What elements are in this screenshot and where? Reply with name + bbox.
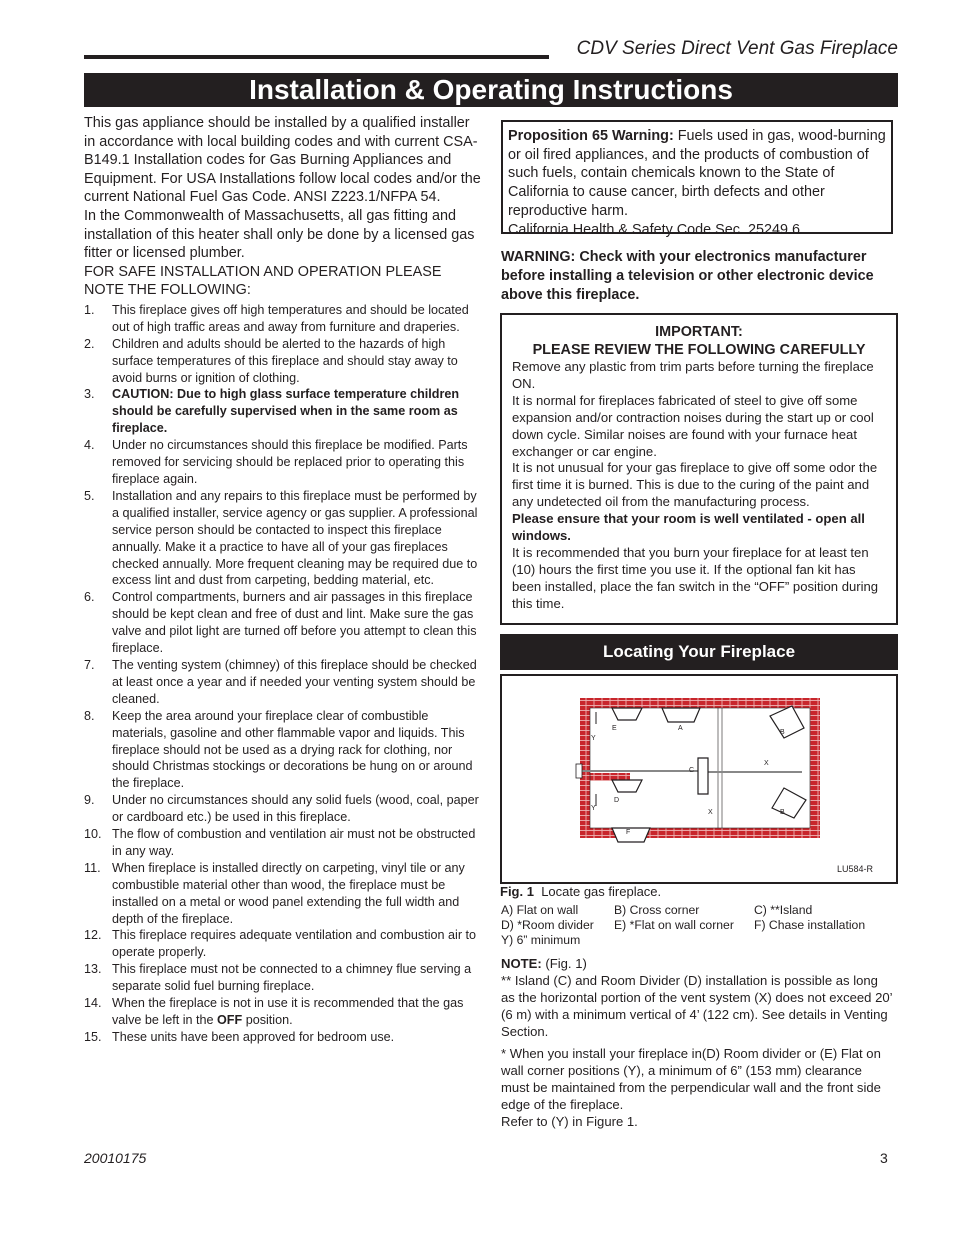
important-paragraph: It is normal for fireplaces fabricated of steel to give off some expansion and/or contraction noises during the start up or cool down cycle. Similar noises are found with your furnace heat exchanger or car engine. [512, 392, 874, 459]
list-item: 1. This fireplace gives off high temperatures and should be located out of high traffic areas and away from furniture and draperies. [84, 302, 469, 334]
safety-list [84, 302, 484, 1046]
fireplace-shapes [612, 706, 806, 842]
label-x-lower: X [708, 809, 713, 816]
intro-paragraph: This gas appliance should be installed by a qualified installer in accordance with local building codes and with current CSA-B149.1 Installation codes for Gas Burning Appliances and Equipment. For USA Installations follow local codes and/or the current National Fuel Gas Code. ANSI Z223.1/NFPA 54. [84, 115, 481, 206]
list-item: 2. Children and adults should be alerted to the hazards of high surface temperatures of this fireplace and should stay away to avoid burns or ignition of clothing. [84, 336, 458, 385]
prop65-text: Fuels used in gas, wood-burning or oil fired appliances, and the products of combustion of such fuels, contain chemicals known to the State of California to cause cancer, birth defects and other reproductive harm. [508, 128, 886, 219]
important-heading: IMPORTANT: [655, 324, 743, 340]
list-item: 12. This fireplace requires adequate ventilation and combustion air to operate properly. [84, 928, 477, 960]
series-title: CDV Series Direct Vent Gas Fireplace [576, 38, 898, 59]
important-paragraph: It is not unusual for your gas fireplace to give off some odor the first time it is burned. This is due to the curing of the paint and any undetected oil from the manufacturing process. [512, 460, 878, 510]
important-paragraph: It is recommended that you burn your fireplace for at least ten (10) hours the first time you use it. If the optional fan kit has been installed, place the fan switch in the “OFF” position during this time. [512, 544, 879, 611]
list-item: 6. Control compartments, burners and air passages in this fireplace should be kept clean and free of dust and lint. Make sure the gas valve and pilot light are turned off before you attempt to clean this fireplace. [84, 590, 477, 656]
list-item: 8. Keep the area around your fireplace clear of combustible materials, gasoline and other flammable vapor and liquids. This fireplace should not be used as a drying rack for clothing, nor should Christmas stockings or decorations be hung on or around the fireplace. [84, 708, 473, 791]
page-number: 3 [880, 1150, 888, 1166]
list-item: 3. CAUTION: Due to high glass surface temperature children should be carefully supervised when in the same room as fireplace. [84, 387, 460, 436]
list-item: 13. This fireplace must not be connected to a chimney flue serving a separate solid fuel burning fireplace. [84, 962, 472, 994]
prop65-warning-box [501, 120, 893, 238]
legend-item: Y) 6” minimum [501, 933, 581, 947]
page-title: Installation & Operating Instructions [84, 73, 898, 107]
note-island: ** Island (C) and Room Divider (D) installation is possible as long as the horizontal portion of the vent system (X) does not exceed 20’ (6 m) with a minimum vertical of 4’ (122 cm). See details in Venting Section. [501, 973, 893, 1039]
prop65-label: Proposition 65 Warning: [508, 128, 674, 144]
list-item: 11. When fireplace is installed directly on carpeting, vinyl tile or any combustible material other than wood, the fireplace must be installed on a metal or wood panel extending the full width and depth of the fireplace. [84, 860, 465, 926]
electronics-warning: WARNING: Check with your electronics manufacturer before installing a television or other electronic device above this fireplace. [501, 249, 874, 303]
label-f: F [626, 829, 631, 836]
list-item: 5. Installation and any repairs to this fireplace must be performed by a qualified installer, service agency or gas supplier. A professional service person should be contacted to inspect this fireplace annually. Make it a practice to have all of your gas fireplaces checked annually. More frequent cleaning may be required due to excess lint and dust from carpeting, bedding material, etc. [84, 488, 478, 588]
legend-item: A) Flat on wall [501, 903, 579, 917]
massachusetts-paragraph: In the Commonwealth of Massachusetts, all gas fitting and installation of this heater shall only be done by a licensed gas fitter or licensed plumber. [84, 207, 475, 262]
left-column [84, 114, 484, 1046]
label-x-right: X [764, 760, 769, 767]
label-y-bottom: Y [591, 805, 596, 812]
legend-item: F) Chase installation [754, 918, 866, 932]
figure-caption: Fig. 1 Locate gas fireplace. [500, 884, 662, 899]
list-item: 15. These units have been approved for bedroom use. [84, 1029, 395, 1044]
document-number: 20010175 [84, 1150, 147, 1166]
header-rule [84, 55, 549, 59]
section-title-locating: Locating Your Fireplace [500, 634, 898, 670]
label-d: D [614, 797, 620, 804]
legend-item: E) *Flat on wall corner [614, 918, 734, 932]
list-item: 10. The flow of combustion and ventilation air must not be obstructed in any way. [84, 827, 476, 858]
list-item: 14. When the fireplace is not in use it is recommended that the gas valve be left in the OFF position. [84, 996, 464, 1027]
important-paragraph: Remove any plastic from trim parts before turning the fireplace ON. [512, 359, 874, 391]
label-b-top: B [780, 729, 785, 736]
important-box [500, 313, 898, 625]
list-item: 7. The venting system (chimney) of this fireplace should be checked at least once a year and if needed your venting system should be cleaned. [84, 657, 477, 706]
prop65-code: California Health & Safety Code Sec. 25249.6 [508, 221, 800, 238]
list-item: 9. Under no circumstances should any solid fuels (wood, coal, paper or cardboard etc.) be used in this fireplace. [84, 793, 479, 825]
ventilation-notice: Please ensure that your room is well ventilated - open all windows. [512, 511, 865, 544]
important-subheading: PLEASE REVIEW THE FOLLOWING CAREFULLY [532, 342, 866, 358]
label-y-top: Y [591, 735, 596, 742]
floor-plan-diagram [502, 676, 896, 882]
label-b-bottom: B [780, 809, 785, 816]
list-item: 4. Under no circumstances should this fireplace be modified. Parts removed for servicing should be replaced prior to operating this fireplace again. [84, 438, 468, 486]
figure-1-box [500, 674, 898, 884]
label-a: A [678, 725, 683, 732]
safety-heading: FOR SAFE INSTALLATION AND OPERATION PLEASE NOTE THE FOLLOWING: [84, 263, 442, 299]
note-refer: Refer to (Y) in Figure 1. [501, 1114, 638, 1129]
legend-item: C) **Island [754, 903, 813, 917]
figure-code: LU584-R [837, 864, 874, 874]
note-clearance: * When you install your fireplace in(D) Room divider or (E) Flat on wall corner positions (Y), a minimum of 6” (153 mm) clearance must be maintained from the perpendicular wall and the front side edge of the fireplace. [501, 1046, 881, 1112]
legend-item: D) *Room divider [501, 918, 594, 932]
label-e: E [612, 725, 617, 732]
legend-item: B) Cross corner [614, 903, 700, 917]
figure-notes: NOTE: (Fig. 1) ** Island (C) and Room Divider (D) installation is possible as long as the horizontal portion of the vent system (X) does not exceed 20’ (6 m) with a minimum vertical of 4’ (122 cm). See details in Venting Section. * When you install your fireplace in(D) Room divider or (E) Flat on wall corner positions (Y), a minimum of 6” (153 mm) clearance must be maintained from the perpendicular wall and the front side edge of the fireplace. Refer to (Y) in Figure 1. [501, 956, 893, 1129]
label-c: C [689, 767, 695, 774]
